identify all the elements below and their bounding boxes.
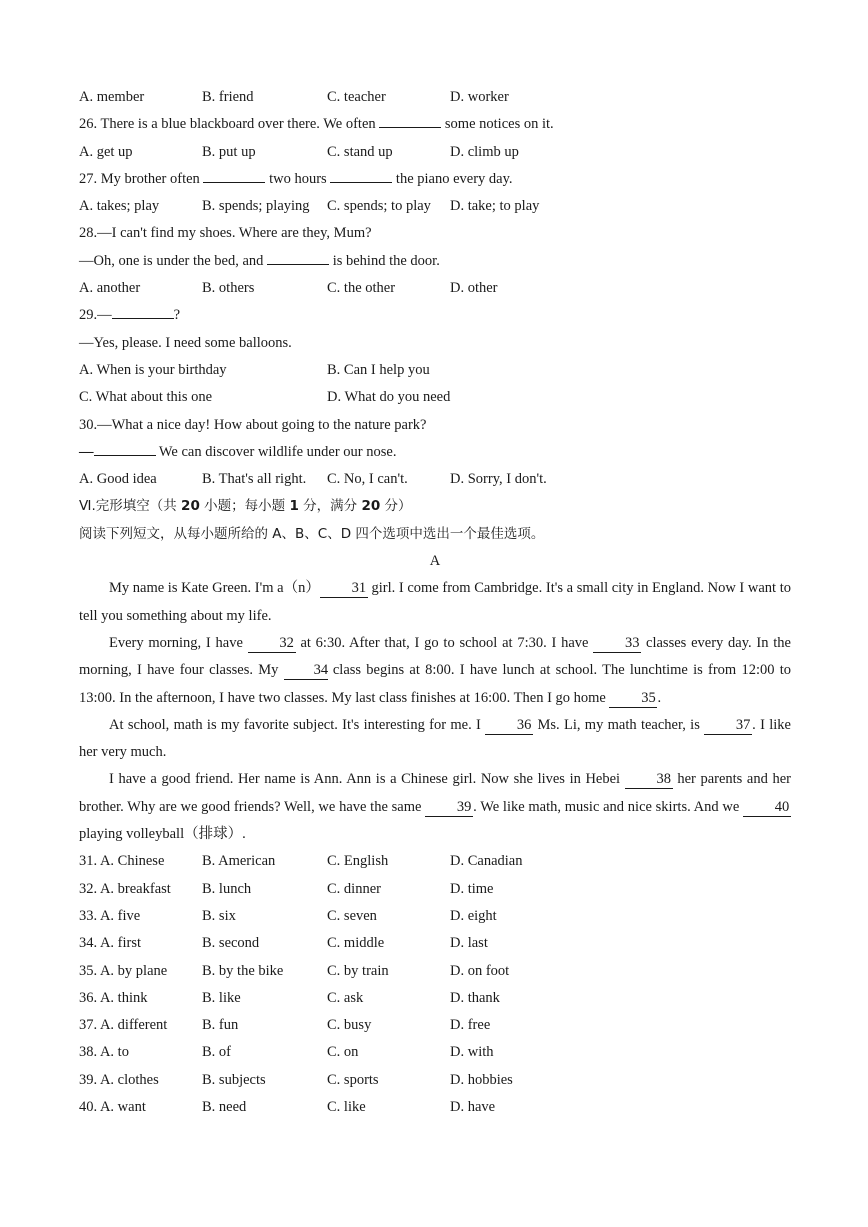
section-instruction: 阅读下列短文，从每小题所给的 A、B、C、D 四个选项中选出一个最佳选项。 bbox=[79, 525, 545, 542]
q26-before: 26. There is a blue blackboard over there. We often bbox=[79, 116, 380, 133]
passage-paragraph-1: My name is Kate Green. I'm a（n） 31 girl. I come from Cambridge. It's a small city in England. Now I want to tell you something about my life. bbox=[79, 580, 791, 624]
q28-line2-after: is behind the door. bbox=[329, 252, 440, 269]
option-b: B. friend bbox=[202, 89, 254, 105]
passage-paragraph-4: I have a good friend. Her name is Ann. Ann is a Chinese girl. Now she lives in Hebei 38 her parents and her brother. Why are we good friends? Well, we have the same 39 . We like math, music and nice skirts. And we 40 playing volleyball（排球）. bbox=[79, 771, 791, 843]
cloze-option-row: 35. A. by plane B. by the bike C. by train D. on foot bbox=[79, 962, 510, 979]
q30-options bbox=[79, 466, 791, 493]
answer-blank: 35 bbox=[609, 689, 657, 708]
cloze-option-row: 32. A. breakfast B. lunch C. dinner D. time bbox=[79, 880, 494, 897]
q29-suffix: ? bbox=[173, 307, 181, 324]
q30-line1: 30.—What a nice day! How about going to the nature park? bbox=[79, 416, 427, 433]
option-d: D. take; to play bbox=[450, 198, 540, 215]
option-d: D. Sorry, I don't. bbox=[450, 471, 547, 488]
option-c: C. No, I can't. bbox=[327, 471, 408, 488]
cloze-option-row: 33. A. five B. six C. seven D. eight bbox=[79, 907, 497, 924]
cloze-options bbox=[79, 848, 791, 1121]
q29-reply-text: —Yes, please. I need some balloons. bbox=[79, 334, 292, 351]
q29-prefix: 29.— bbox=[79, 307, 112, 324]
q26-after: some notices on it. bbox=[441, 116, 554, 133]
option-d: D. What do you need bbox=[327, 389, 451, 406]
answer-blank: 39 bbox=[425, 798, 473, 817]
answer-blank: 36 bbox=[485, 716, 533, 735]
option-d: D. climb up bbox=[450, 143, 519, 160]
option-b: B. put up bbox=[202, 143, 256, 160]
option-c: C. spends; to play bbox=[327, 198, 431, 215]
q27-options bbox=[79, 193, 791, 220]
q28-stem bbox=[79, 220, 791, 247]
q27-part2: two hours bbox=[265, 170, 331, 187]
answer-blank: 38 bbox=[625, 770, 673, 789]
answer-blank bbox=[267, 264, 329, 265]
q29-options-row1 bbox=[79, 357, 791, 384]
answer-blank bbox=[379, 127, 441, 128]
q30-reply-after: We can discover wildlife under our nose. bbox=[155, 443, 397, 460]
option-d: D. other bbox=[450, 280, 498, 297]
answer-blank: 34 bbox=[284, 661, 328, 680]
option-d: D. worker bbox=[450, 89, 509, 105]
q27-stem bbox=[79, 166, 791, 193]
q28-line1: 28.—I can't find my shoes. Where are they, Mum? bbox=[79, 225, 372, 242]
option-a: A. Good idea bbox=[79, 471, 157, 488]
option-a: A. another bbox=[79, 280, 141, 297]
option-b: B. That's all right. bbox=[202, 471, 307, 488]
option-b: B. spends; playing bbox=[202, 198, 310, 215]
passage-paragraph-3: At school, math is my favorite subject. It's interesting for me. I 36 Ms. Li, my math teacher, is 37 . I like her very much. bbox=[79, 716, 791, 761]
q28-reply bbox=[79, 248, 791, 275]
cloze-option-row: 37. A. different B. fun C. busy D. free bbox=[79, 1017, 491, 1034]
option-b: B. Can I help you bbox=[327, 361, 430, 378]
passage-paragraph-2: Every morning, I have 32 at 6:30. After that, I go to school at 7:30. I have 33 classes every day. In the morning, I have four classes. My 34 class begins at 8:00. I have lunch at school. The lunchtime is from 12:00 to 13:00. In the afternoon, I have two classes. My last class finishes at 16:00. Then I go home 35 . bbox=[79, 634, 792, 706]
q25-options bbox=[79, 84, 791, 111]
exam-page bbox=[79, 84, 791, 1121]
option-c: C. stand up bbox=[327, 143, 393, 160]
answer-blank: 32 bbox=[248, 634, 296, 653]
answer-blank bbox=[330, 182, 392, 183]
option-a: A. member bbox=[79, 89, 145, 105]
q26-stem bbox=[79, 111, 791, 138]
answer-blank bbox=[203, 182, 265, 183]
option-c: C. What about this one bbox=[79, 389, 213, 406]
cloze-option-row: 34. A. first B. second C. middle D. last bbox=[79, 935, 488, 952]
answer-blank: 31 bbox=[320, 579, 368, 598]
q29-reply bbox=[79, 330, 791, 357]
option-c: C. the other bbox=[327, 280, 396, 297]
cloze-option-row: 40. A. want B. need C. like D. have bbox=[79, 1098, 496, 1115]
answer-blank: 37 bbox=[704, 716, 752, 735]
answer-blank bbox=[112, 318, 174, 319]
q29-options-row2 bbox=[79, 384, 791, 411]
q29-stem bbox=[79, 302, 791, 329]
section-title: Ⅵ.完形填空（共 20 小题；每小题 1 分，满分 20 分） bbox=[79, 498, 412, 515]
cloze-option-row: 38. A. to B. of C. on D. with bbox=[79, 1044, 494, 1061]
q30-dash: — bbox=[79, 443, 94, 460]
q27-part1: 27. My brother often bbox=[79, 170, 204, 187]
q28-line2-before: —Oh, one is under the bed, and bbox=[79, 252, 268, 269]
q26-options bbox=[79, 139, 791, 166]
cloze-option-row: 39. A. clothes B. subjects C. sports D. hobbies bbox=[79, 1071, 513, 1088]
answer-blank: 33 bbox=[593, 634, 641, 653]
q30-stem bbox=[79, 412, 791, 439]
cloze-option-row: 36. A. think B. like C. ask D. thank bbox=[79, 989, 500, 1006]
q30-reply bbox=[79, 439, 791, 466]
option-c: C. teacher bbox=[327, 89, 386, 105]
option-a: A. get up bbox=[79, 143, 133, 160]
passage-heading: A bbox=[429, 553, 441, 570]
answer-blank bbox=[94, 455, 156, 456]
answer-blank: 40 bbox=[743, 798, 791, 817]
cloze-option-row: 31. A. Chinese B. American C. English D. Canadian bbox=[79, 853, 523, 870]
option-a: A. takes; play bbox=[79, 198, 160, 215]
option-b: B. others bbox=[202, 280, 255, 297]
option-a: A. When is your birthday bbox=[79, 361, 227, 378]
q28-options bbox=[79, 275, 791, 302]
q27-part3: the piano every day. bbox=[392, 170, 513, 187]
